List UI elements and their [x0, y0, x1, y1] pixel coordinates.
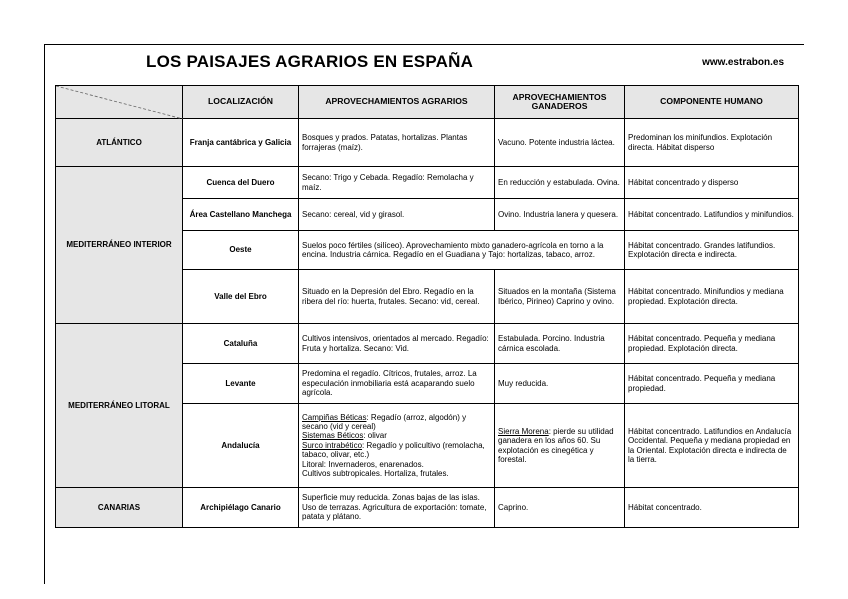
agrarian-cell: Secano: Trigo y Cebada. Regadío: Remolacha y maíz. — [299, 167, 495, 199]
human-cell: Hábitat concentrado. Pequeña y mediana propiedad. — [625, 364, 799, 404]
livestock-cell: En reducción y estabulada. Ovina. — [495, 167, 625, 199]
location-cell: Oeste — [183, 231, 299, 270]
region-cell-atlantico: ATLÁNTICO — [56, 119, 183, 167]
agrarian-landscapes-table — [55, 85, 799, 528]
page-top-rule — [44, 44, 804, 45]
agr-line-text: : olivar — [363, 431, 387, 441]
table-row — [56, 119, 799, 167]
agrarian-cell: Superficie muy reducida. Zonas bajas de las islas. Uso de terrazas. Agricultura de exportación: tomate, patata y plátano. — [299, 488, 495, 528]
agrarian-cell: Bosques y prados. Patatas, hortalizas. Plantas forrajeras (maíz). — [299, 119, 495, 167]
agr-line: Litoral: Invernaderos, enarenados. — [302, 459, 424, 469]
agrarian-cell: Cultivos intensivos, orientados al mercado. Regadío: Fruta y hortaliza. Secano: Vid. — [299, 324, 495, 364]
location-cell: Cuenca del Duero — [183, 167, 299, 199]
region-cell-mediterraneo-interior: MEDITERRÁNEO INTERIOR — [56, 167, 183, 324]
agrarian-cell: Situado en la Depresión del Ebro. Regadío en la ribera del río: huerta, frutales. Secano: vid, cereal. — [299, 270, 495, 324]
livestock-underlined: Sierra Morena — [498, 426, 549, 436]
agr-line-underlined: Campiñas Béticas — [302, 412, 367, 422]
human-cell: Hábitat concentrado y disperso — [625, 167, 799, 199]
location-cell: Franja cantábrica y Galicia — [183, 119, 299, 167]
livestock-cell: Caprino. — [495, 488, 625, 528]
agr-line — [302, 431, 491, 440]
human-cell: Hábitat concentrado. Minifundios y mediana propiedad. Explotación directa. — [625, 270, 799, 324]
table-header-row — [56, 86, 799, 119]
agr-line-text: : Regadío y policultivo (remolacha, tabaco, olivar, etc.) — [302, 440, 485, 460]
location-cell: Archipiélago Canario — [183, 488, 299, 528]
livestock-cell: Estabulada. Porcino. Industria cárnica escolada. — [495, 324, 625, 364]
location-cell: Área Castellano Manchega — [183, 199, 299, 231]
agrarian-livestock-merged-cell: Suelos poco fértiles (silíceo). Aprovechamiento mixto ganadero-agrícola en torno a la encina. Industria cárnica. Regadío en el Guadiana y Tajo: hortalizas, tabaco, arroz. — [299, 231, 625, 270]
livestock-text: : pierde su utilidad ganadera en los años 60. Su explotación es cinegética y forestal. — [498, 426, 614, 464]
agr-line — [302, 413, 491, 432]
agrarian-cell: Secano: cereal, vid y girasol. — [299, 199, 495, 231]
livestock-cell: Situados en la montaña (Sistema Ibérico, Pirineo) Caprino y ovino. — [495, 270, 625, 324]
column-header-agrarios: APROVECHAMIENTOS AGRARIOS — [299, 86, 495, 119]
column-header-ganaderos: APROVECHAMIENTOS GANADEROS — [495, 86, 625, 119]
location-cell: Levante — [183, 364, 299, 404]
human-cell: Hábitat concentrado. — [625, 488, 799, 528]
livestock-cell: Ovino. Industria lanera y quesera. — [495, 199, 625, 231]
diagonal-line-icon — [56, 86, 183, 119]
agr-line-underlined: Surco intrabético — [302, 440, 363, 450]
human-cell: Hábitat concentrado. Latifundios y minifundios. — [625, 199, 799, 231]
location-cell: Cataluña — [183, 324, 299, 364]
human-cell: Hábitat concentrado. Latifundios en Andalucía Occidental. Pequeña y mediana propiedad en la Oriental. Explotación directa e indirecta de la tierra. — [625, 404, 799, 488]
human-cell: Hábitat concentrado. Pequeña y mediana propiedad. Explotación directa. — [625, 324, 799, 364]
region-cell-canarias: CANARIAS — [56, 488, 183, 528]
agrarian-cell — [299, 404, 495, 488]
agr-line: Cultivos subtropicales. Hortaliza, frutales. — [302, 469, 449, 479]
region-cell-mediterraneo-litoral: MEDITERRÁNEO LITORAL — [56, 324, 183, 488]
location-cell: Valle del Ebro — [183, 270, 299, 324]
agr-line — [302, 441, 491, 460]
livestock-cell: Vacuno. Potente industria láctea. — [495, 119, 625, 167]
agr-line-underlined: Sistemas Béticos — [302, 431, 364, 441]
livestock-cell: Muy reducida. — [495, 364, 625, 404]
table-row — [56, 324, 799, 364]
table-row — [56, 167, 799, 199]
agrarian-cell: Predomina el regadío. Cítricos, frutales, arroz. La especulación inmobiliaria está acaparando suelo agrícola. — [299, 364, 495, 404]
location-cell: Andalucía — [183, 404, 299, 488]
page-title: LOS PAISAJES AGRARIOS EN ESPAÑA — [146, 52, 474, 71]
agr-line-text: : Regadío (arroz, algodón) y secano (vid y cereal) — [302, 412, 467, 431]
human-cell: Predominan los minifundios. Explotación directa. Hábitat disperso — [625, 119, 799, 167]
page-left-rule — [44, 44, 45, 584]
table-row — [56, 488, 799, 528]
diagonal-corner-cell — [56, 86, 183, 119]
site-url: www.estrabon.es — [702, 57, 784, 68]
human-cell: Hábitat concentrado. Grandes latifundios. Explotación directa e indirecta. — [625, 231, 799, 270]
column-header-localizacion: LOCALIZACIÓN — [183, 86, 299, 119]
column-header-humano: COMPONENTE HUMANO — [625, 86, 799, 119]
livestock-cell — [495, 404, 625, 488]
